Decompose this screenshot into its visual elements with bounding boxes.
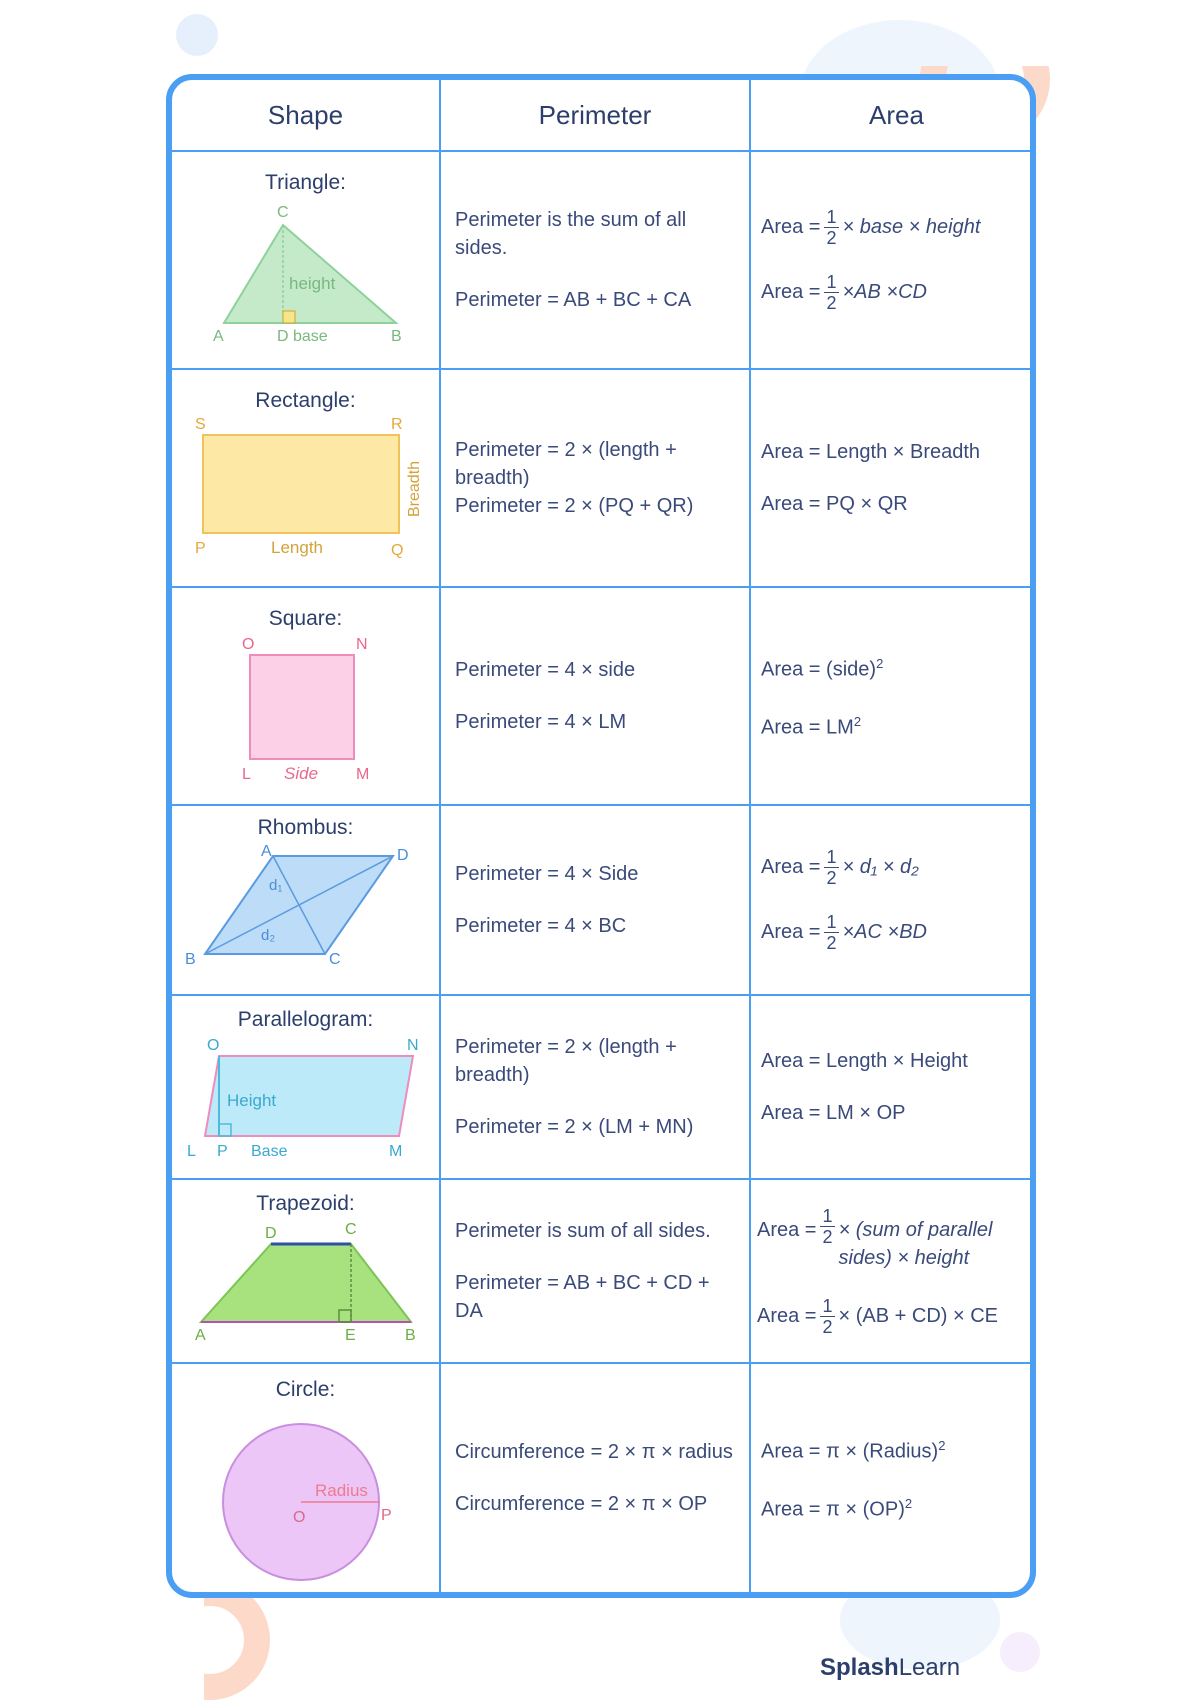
square-row: [172, 587, 1036, 805]
circle-area-line-1: Area = π × (Radius)$^2$: [761, 1438, 946, 1463]
square-shape-cell: [172, 587, 440, 805]
rhombus-label-d: D: [396, 846, 409, 864]
circle-shape-cell: [172, 1363, 440, 1592]
square-perimeter-line-1: Perimeter = 4 × side: [455, 659, 636, 681]
parallelogram-diagram: [181, 1032, 431, 1162]
rectangle-label-length: Length: [270, 537, 323, 557]
header-perimeter: Perimeter: [440, 80, 750, 151]
square-label-l: L: [241, 765, 251, 781]
rhombus-shape-cell: [172, 805, 440, 995]
triangle-label-b: B: [390, 327, 402, 345]
triangle-perimeter-line-1: Perimeter is the sum of all sides.: [455, 209, 687, 259]
triangle-label-height: height: [288, 273, 335, 293]
parallelogram-label-base: Base: [250, 1142, 287, 1160]
trapezoid-row: [172, 1179, 1036, 1363]
trapezoid-label-a: A: [194, 1326, 206, 1344]
header-shape: Shape: [172, 80, 440, 151]
trapezoid-perimeter-line-1: Perimeter is sum of all sides.: [455, 1220, 711, 1242]
triangle-label-base: base: [292, 327, 328, 345]
rhombus-label-a: A: [260, 842, 272, 860]
fraction-half: $\frac{1}{2}$: [826, 272, 837, 313]
rhombus-perimeter-line-2: Perimeter = 4 × BC: [455, 915, 627, 937]
trapezoid-label-b: B: [404, 1326, 416, 1344]
triangle-diagram: [191, 195, 421, 345]
rhombus-perimeter-line-1: Perimeter = 4 × Side: [455, 863, 639, 885]
rectangle-perimeter-line-1: Perimeter = 2 × (length + breadth): [455, 439, 677, 489]
square-perimeter-cell: [440, 587, 750, 805]
fraction-half: $\frac{1}{2}$: [826, 207, 837, 248]
fraction-half: $\frac{1}{2}$: [826, 847, 837, 888]
circle-title: Circle:: [275, 1378, 336, 1401]
header-area: Area: [750, 80, 1036, 151]
rectangle-label-s: S: [194, 415, 206, 433]
trapezoid-area-cell: [750, 1179, 1036, 1363]
trapezoid-label-e: E: [344, 1326, 356, 1344]
rhombus-area-formula-1: Area = $\frac{1}{2}$ × d₁ × d₂: [761, 847, 919, 888]
circle-perimeter-line-2: Circumference = 2 × π × OP: [455, 1493, 708, 1515]
decor-circle-bottom-right: [1000, 1632, 1040, 1672]
circle-row: [172, 1363, 1036, 1592]
rhombus-label-d1: d₁: [268, 876, 282, 894]
rectangle-perimeter-line-2: Perimeter = 2 × (PQ + QR): [455, 495, 694, 517]
square-label-side: Side: [283, 763, 318, 781]
trapezoid-area-formula-1: Area = $\frac{1}{2}$ × (sum of parallel sides) × height: [757, 1205, 993, 1269]
rectangle-perimeter-cell: [440, 369, 750, 587]
square-area-cell: [750, 587, 1036, 805]
square-area-line-2: Area = $LM^2$: [761, 714, 862, 739]
circle-perimeter-line-1: Circumference = 2 × π × radius: [455, 1441, 733, 1463]
parallelogram-perimeter-line-1: Perimeter = 2 × (length + breadth): [455, 1036, 677, 1086]
square-diagram: [206, 631, 406, 781]
circle-diagram: [181, 1402, 431, 1582]
rhombus-label-b: B: [184, 950, 196, 968]
rhombus-title: Rhombus:: [257, 815, 354, 839]
decor-circle-top-left: [176, 14, 218, 56]
rectangle-diagram: [181, 413, 431, 563]
square-title: Square:: [268, 606, 343, 630]
rectangle-area-line-1: Area = Length × Breadth: [761, 441, 981, 463]
square-label-n: N: [355, 635, 368, 653]
rectangle-title: Rectangle:: [255, 388, 356, 412]
square-area-line-1: Area = (side)$^2$: [761, 656, 884, 681]
parallelogram-area-line-1: Area = Length × Height: [761, 1050, 968, 1072]
triangle-row: [172, 151, 1036, 369]
trapezoid-shape-cell: [172, 1179, 440, 1363]
circle-label-radius: Radius: [314, 1481, 368, 1500]
circle-label-o: O: [292, 1509, 305, 1526]
rhombus-diagram: [181, 840, 431, 980]
triangle-label-a: A: [212, 327, 224, 345]
decor-ring-bottom-left: [150, 1580, 270, 1700]
triangle-label-c: C: [276, 203, 289, 221]
parallelogram-perimeter-cell: [440, 995, 750, 1179]
square-perimeter-line-2: Perimeter = 4 × LM: [455, 711, 627, 733]
formula-table: [172, 80, 1036, 1592]
rhombus-area-cell: [750, 805, 1036, 995]
square-label-o: O: [241, 635, 254, 653]
fraction-half: $\frac{1}{2}$: [822, 1205, 833, 1247]
rhombus-area-formula-2: Area = $\frac{1}{2}$ ×AC ×BD: [761, 912, 927, 953]
rhombus-label-d2: d₂: [260, 926, 275, 944]
circle-area-cell: [750, 1363, 1036, 1592]
rectangle-shape-cell: [172, 369, 440, 587]
rectangle-row: [172, 369, 1036, 587]
formula-card: [166, 74, 1036, 1598]
parallelogram-area-cell: [750, 995, 1036, 1179]
trapezoid-shape: [201, 1244, 411, 1322]
parallelogram-title: Parallelogram:: [237, 1007, 374, 1031]
circle-area-line-2: Area = π × (OP)$^2$: [761, 1496, 913, 1521]
parallelogram-label-l: L: [186, 1142, 196, 1160]
parallelogram-perimeter-line-2: Perimeter = 2 × (LM + MN): [455, 1116, 694, 1138]
triangle-perimeter-cell: [440, 151, 750, 369]
parallelogram-row: [172, 995, 1036, 1179]
rhombus-label-c: C: [328, 950, 341, 968]
header-row: [172, 80, 1036, 151]
triangle-right-angle-mark: [283, 311, 295, 323]
rectangle-label-r: R: [390, 415, 403, 433]
circle-label-p: P: [380, 1507, 392, 1524]
square-label-m: M: [355, 765, 369, 781]
parallelogram-area-line-2: Area = LM × OP: [761, 1102, 906, 1124]
rectangle-area-cell: [750, 369, 1036, 587]
rhombus-perimeter-cell: [440, 805, 750, 995]
fraction-half: $\frac{1}{2}$: [826, 912, 837, 953]
triangle-shape-cell: [172, 151, 440, 369]
parallelogram-label-o: O: [206, 1036, 219, 1054]
rectangle-label-p: P: [194, 539, 206, 557]
parallelogram-label-n: N: [406, 1036, 419, 1054]
trapezoid-perimeter-cell: [440, 1179, 750, 1363]
rectangle-label-breadth: Breadth: [405, 460, 423, 517]
parallelogram-label-p: P: [216, 1142, 228, 1160]
rhombus-row: [172, 805, 1036, 995]
rectangle-area-line-2: Area = PQ × QR: [761, 493, 908, 515]
fraction-half: $\frac{1}{2}$: [822, 1295, 833, 1337]
splashlearn-logo: SplashLearn: [820, 1654, 961, 1681]
triangle-perimeter-line-2: Perimeter = AB + BC + CA: [455, 289, 692, 311]
rectangle-label-q: Q: [390, 541, 403, 559]
triangle-area-cell: [750, 151, 1036, 369]
square-shape: [250, 655, 354, 759]
trapezoid-perimeter-line-2: Perimeter = AB + BC + CD + DA: [455, 1272, 710, 1322]
circle-perimeter-cell: [440, 1363, 750, 1592]
parallelogram-label-m: M: [388, 1142, 402, 1160]
triangle-label-d: D: [276, 327, 289, 345]
parallelogram-label-height: Height: [226, 1090, 276, 1110]
trapezoid-diagram: [181, 1216, 431, 1346]
trapezoid-title: Trapezoid:: [256, 1191, 355, 1215]
trapezoid-label-c: C: [344, 1220, 357, 1238]
triangle-area-formula-2: Area = $\frac{1}{2}$ ×AB ×CD: [761, 272, 927, 313]
trapezoid-label-d: D: [264, 1224, 277, 1242]
triangle-area-formula-1: Area = $\frac{1}{2}$ × base × height: [761, 207, 981, 248]
trapezoid-area-formula-2: Area = $\frac{1}{2}$ × (AB + CD) × CE: [757, 1295, 998, 1337]
triangle-title: Triangle:: [265, 170, 346, 194]
rectangle-shape: [203, 435, 399, 533]
parallelogram-shape-cell: [172, 995, 440, 1179]
